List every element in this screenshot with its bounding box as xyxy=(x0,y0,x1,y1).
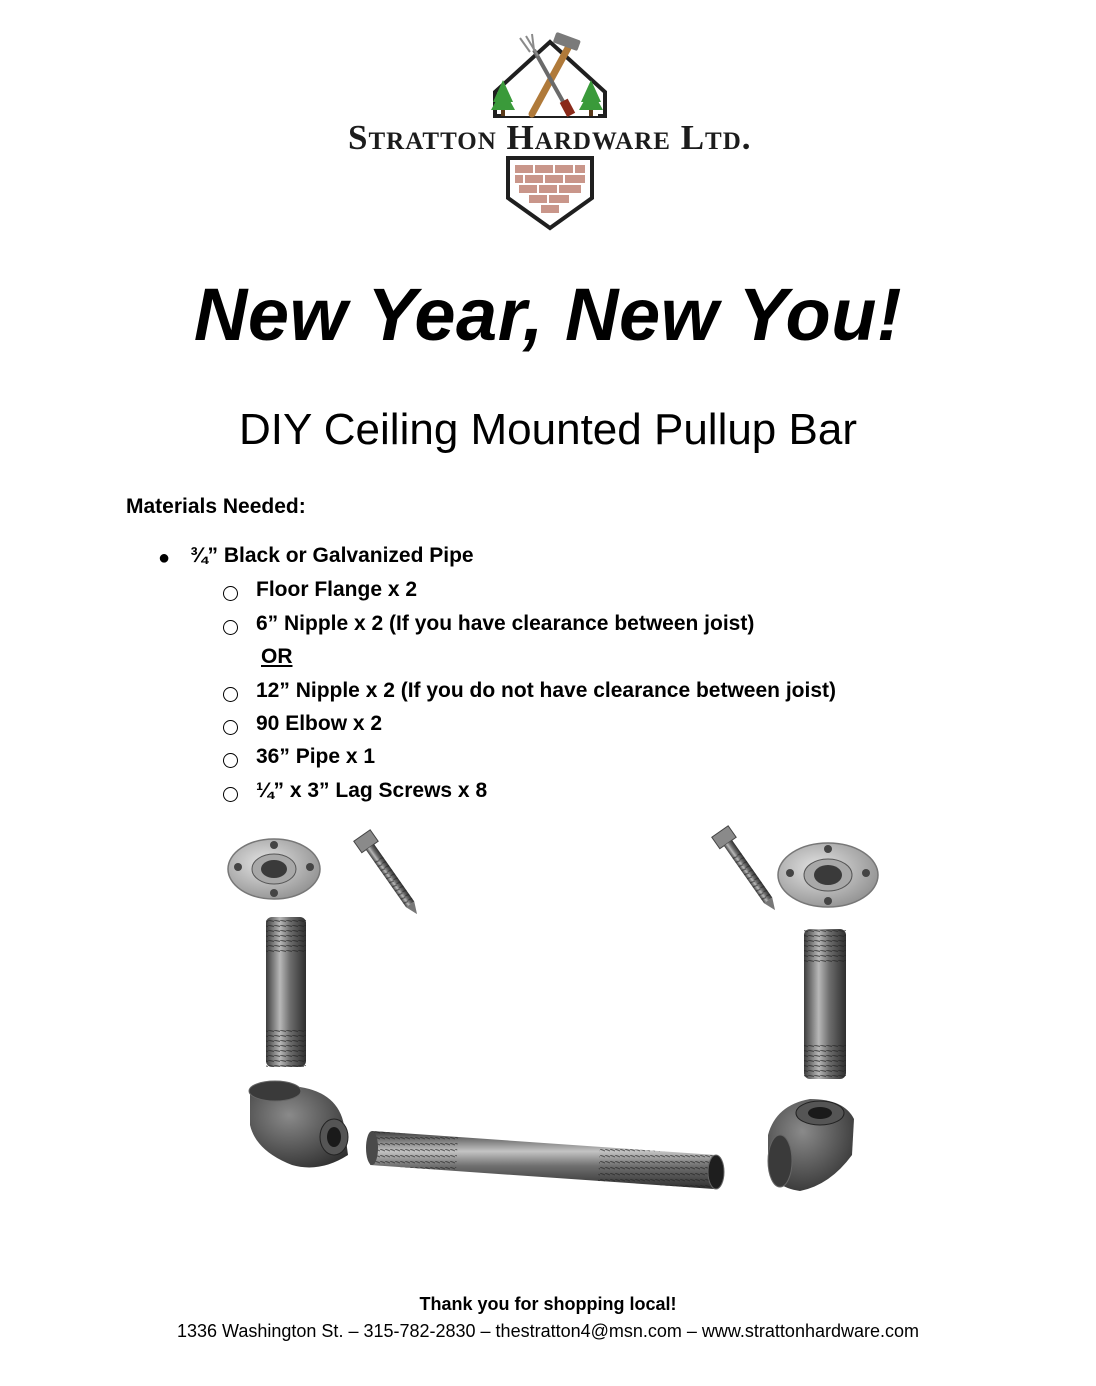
list-item: 36” Pipe x 1 xyxy=(256,745,376,768)
circle-bullet-icon xyxy=(223,620,238,635)
circle-bullet-icon xyxy=(223,753,238,768)
circle-bullet-icon xyxy=(223,687,238,702)
list-item: 12” Nipple x 2 (If you do not have clearance between joist) xyxy=(256,679,836,702)
store-name: Stratton Hardware Ltd. xyxy=(348,118,752,157)
parts-illustration xyxy=(220,825,900,1205)
circle-bullet-icon xyxy=(223,787,238,802)
footer-contact: 1336 Washington St. – 315-782-2830 – thestratton4@msn.com – www.strattonhardware.com xyxy=(177,1321,919,1341)
pipe-36-inch-icon xyxy=(366,1131,724,1189)
circle-bullet-icon xyxy=(223,720,238,735)
list-item: ¼” x 3” Lag Screws x 8 xyxy=(256,779,488,802)
circle-bullet-icon xyxy=(223,586,238,601)
footer-thanks: Thank you for shopping local! xyxy=(419,1294,677,1314)
subheadline: DIY Ceiling Mounted Pullup Bar xyxy=(239,405,857,454)
bullet-icon: ● xyxy=(158,547,171,569)
list-item: Floor Flange x 2 xyxy=(256,578,418,601)
lag-screw-icon xyxy=(712,826,783,916)
pipe-nipple-icon xyxy=(266,917,306,1067)
headline: New Year, New You! xyxy=(193,273,903,356)
list-item: 90 Elbow x 2 xyxy=(256,712,383,735)
pipe-nipple-icon xyxy=(804,929,846,1079)
store-logo xyxy=(340,30,760,235)
materials-heading: Materials Needed: xyxy=(126,495,306,518)
floor-flange-icon xyxy=(778,843,878,907)
list-item: 6” Nipple x 2 (If you have clearance between joist) xyxy=(256,612,755,635)
materials-main-item: ¾” Black or Galvanized Pipe xyxy=(190,544,474,567)
elbow-fitting-icon xyxy=(249,1081,348,1167)
elbow-fitting-icon xyxy=(768,1099,854,1191)
or-label: OR xyxy=(261,645,293,668)
floor-flange-icon xyxy=(228,839,320,899)
lag-screw-icon xyxy=(354,830,425,920)
